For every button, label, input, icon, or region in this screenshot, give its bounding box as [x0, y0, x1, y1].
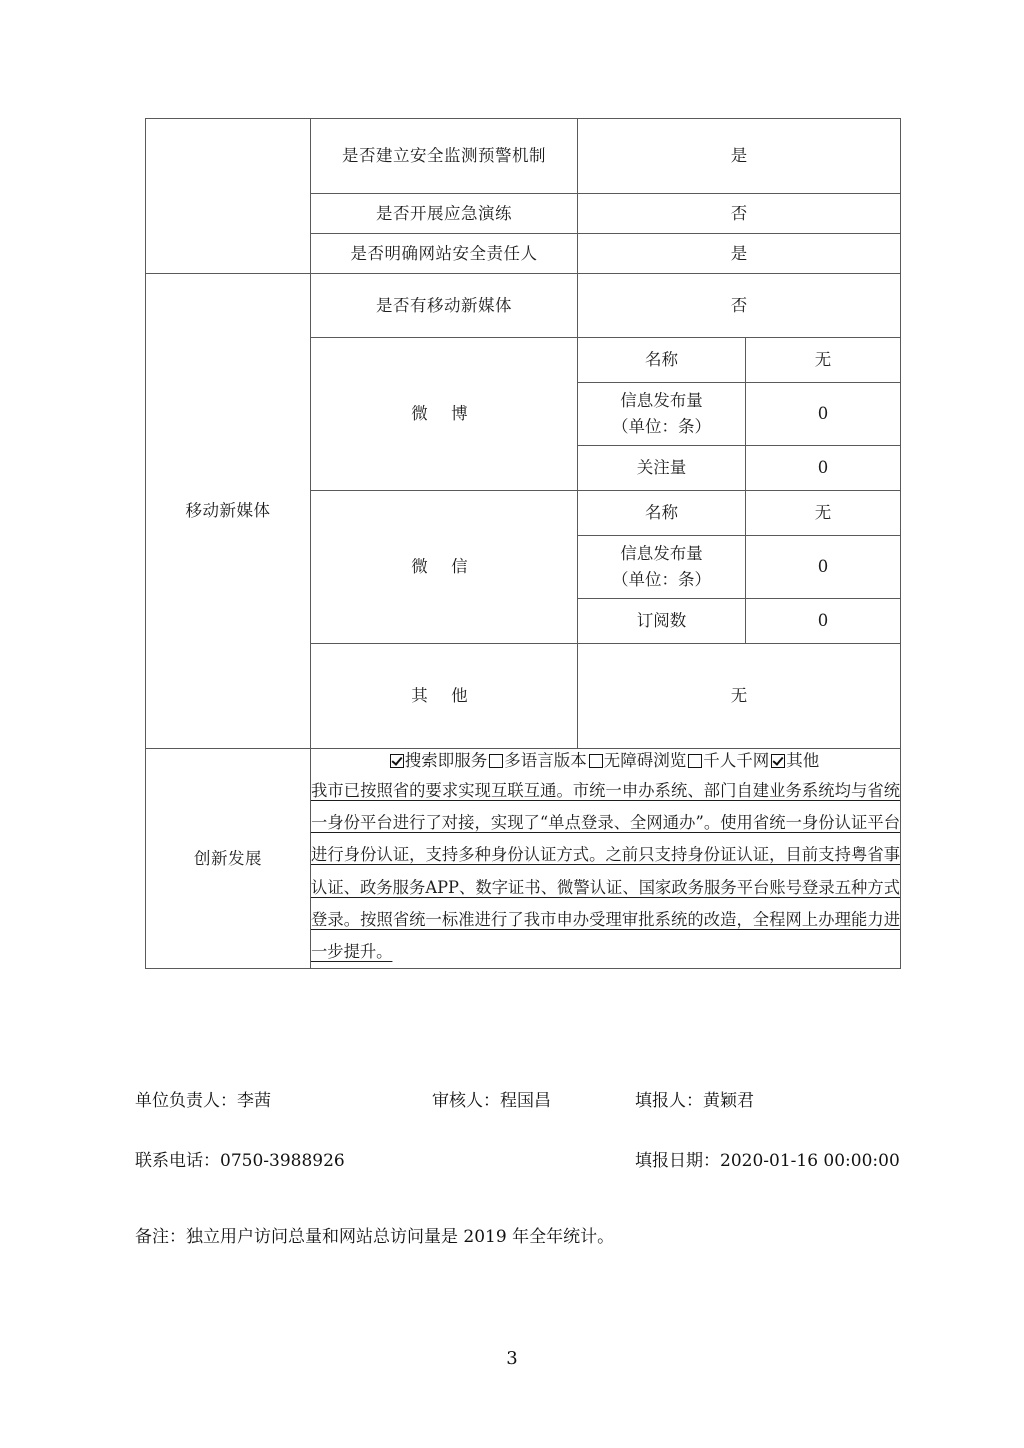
- row-value-security-officer: 是: [578, 234, 901, 274]
- table-row: [146, 274, 901, 338]
- checkbox-other[interactable]: [771, 754, 785, 768]
- row-label-security-officer: 是否明确网站安全责任人: [311, 234, 578, 274]
- reviewer-label: 审核人：程国昌: [432, 1091, 551, 1111]
- reporter-label: 填报人：黄颖君: [635, 1091, 754, 1111]
- row-value-other-media: 无: [578, 644, 901, 749]
- contact-phone: 联系电话：0750-3988926: [135, 1151, 345, 1171]
- checkbox-label-multilingual-version: 多语言版本: [504, 751, 587, 770]
- checkbox-search-as-service[interactable]: [390, 754, 404, 768]
- innovation-checkbox-list: [311, 749, 900, 774]
- row-value-weixin-posts: 0: [746, 536, 901, 599]
- row-label-weixin-posts: [578, 536, 746, 599]
- unit-head-label: 单位负责人：李茜: [135, 1091, 271, 1111]
- row-value-security-monitoring: 是: [578, 119, 901, 194]
- row-value-weibo-followers: 0: [746, 446, 901, 491]
- row-label-weixin-posts-line1: 信息发布量: [620, 544, 703, 564]
- row-label-emergency-drill: 是否开展应急演练: [311, 194, 578, 234]
- group-label-mobile-new-media: 移动新媒体: [146, 274, 311, 749]
- checkbox-label-other: 其他: [786, 751, 820, 770]
- row-label-weibo-followers: 关注量: [578, 446, 746, 491]
- subgroup-label-weibo: 微 博: [311, 338, 578, 491]
- checkbox-label-accessible-browsing: 无障碍浏览: [603, 751, 687, 770]
- report-date: 填报日期：2020-01-16 00:00:00: [635, 1151, 900, 1171]
- row-value-weixin-subscribers: 0: [746, 599, 901, 644]
- footer-note-text: 备注：独立用户访问总量和网站总访问量是 2019 年全年统计。: [135, 1227, 615, 1247]
- annual-report-table: [145, 118, 901, 969]
- row-value-weibo-name: 无: [746, 338, 901, 383]
- table-row: [146, 749, 901, 969]
- subgroup-label-weixin: 微 信: [311, 491, 578, 644]
- row-label-has-mobile-media: 是否有移动新媒体: [311, 274, 578, 338]
- innovation-content-cell: [311, 749, 901, 969]
- checkbox-label-search-as-service: 搜索即服务: [404, 751, 488, 770]
- row-value-weibo-posts: 0: [746, 383, 901, 446]
- row-label-weibo-posts-line1: 信息发布量: [620, 391, 703, 411]
- row-label-weibo-posts: [578, 383, 746, 446]
- row-value-emergency-drill: 否: [578, 194, 901, 234]
- row-value-has-mobile-media: 否: [578, 274, 901, 338]
- page-number: 3: [506, 1348, 518, 1369]
- subgroup-label-other-media: 其 他: [311, 644, 578, 749]
- row-label-weixin-subscribers: 订阅数: [578, 599, 746, 644]
- row-label-weibo-posts-line2: （单位：条）: [612, 417, 711, 436]
- security-group-label-cell: [146, 119, 311, 274]
- checkbox-accessible-browsing[interactable]: [589, 754, 603, 768]
- table-row: [146, 119, 901, 194]
- row-label-security-monitoring: 是否建立安全监测预警机制: [311, 119, 578, 194]
- row-label-weixin-name: 名称: [578, 491, 746, 536]
- innovation-description-text: 我市已按照省的要求实现互联互通。市统一申办系统、部门自建业务系统均与省统一身份平台进行了对接，实现了“单点登录、全网通办”。使用省统一身份认证平台进行身份认证，支持多种身份认证方式。之前只支持身份证认证，目前支持粤省事认证、政务服务APP、数字证书、微警认证、国家政务服务平台账号登录五种方式登录。按照省统一标准进行了我市申办受理审批系统的改造，全程网上办理能力进一步提升。: [311, 780, 900, 962]
- group-label-innovation: 创新发展: [146, 749, 311, 969]
- row-label-weixin-posts-line2: （单位：条）: [612, 570, 711, 589]
- checkbox-multilingual-version[interactable]: [489, 754, 503, 768]
- checkbox-thousand-people-thousand-sites[interactable]: [688, 754, 702, 768]
- innovation-description: [311, 775, 900, 969]
- checkbox-label-thousand-people-thousand-sites: 千人千网: [703, 751, 770, 770]
- row-label-weibo-name: 名称: [578, 338, 746, 383]
- row-value-weixin-name: 无: [746, 491, 901, 536]
